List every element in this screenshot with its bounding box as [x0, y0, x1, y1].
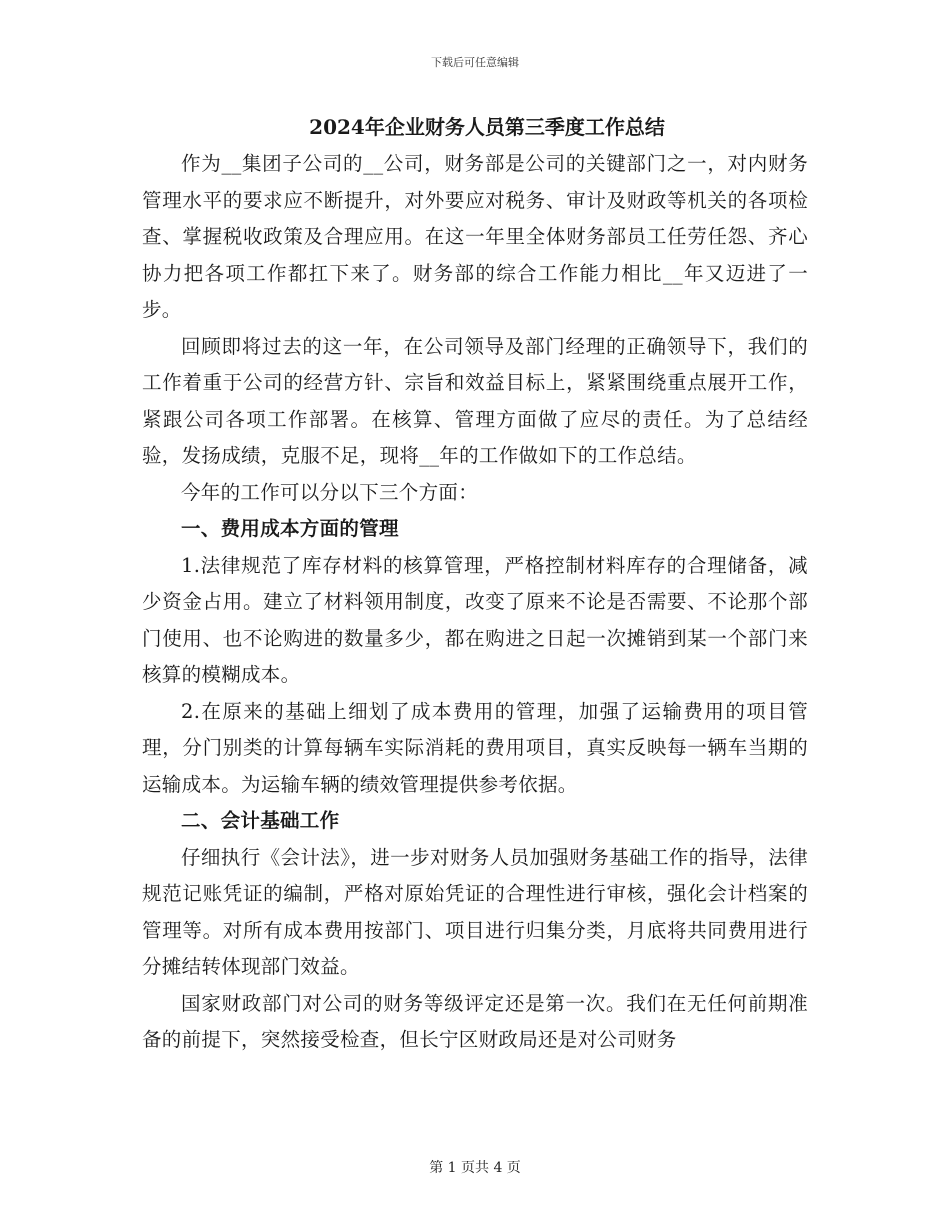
- intro-paragraph-3: 今年的工作可以分以下三个方面：: [181, 480, 479, 504]
- document-body: [142, 108, 808, 1059]
- section1-item-2: 2.在原来的基础上细划了成本费用的管理，加强了运输费用的项目管理，分门别类的计算每辆车实际消耗的费用项目，真实反映每一辆车当期的运输成本。为运输车辆的绩效管理提供参考依据。: [142, 699, 808, 796]
- section1-item-1: 1.法律规范了库存材料的核算管理，严格控制材料库存的合理储备，减少资金占用。建立了材料领用制度，改变了原来不论是否需要、不论那个部门使用、也不论购进的数量多少，都在购进之日起一次摊销到某一个部门来核算的模糊成本。: [142, 553, 808, 686]
- page-footer: 第 1 页共 4 页: [429, 1160, 521, 1176]
- section2-paragraph-1: 仔细执行《会计法》，进一步对财务人员加强财务基础工作的指导，法律规范记账凭证的编制，严格对原始凭证的合理性进行审核，强化会计档案的管理等。对所有成本费用按部门、项目进行归集分类，月底将共同费用进行分摊结转体现部门效益。: [142, 845, 808, 978]
- intro-paragraph-2: 回顾即将过去的这一年，在公司领导及部门经理的正确领导下，我们的工作着重于公司的经营方针、宗旨和效益目标上，紧紧围绕重点展开工作，紧跟公司各项工作部署。在核算、管理方面做了应尽的责任。为了总结经验，发扬成绩，克服不足，现将__年的工作做如下的工作总结。: [142, 334, 808, 467]
- document-title: 2024年企业财务人员第三季度工作总结: [309, 115, 665, 139]
- page-header: 下载后可任意编辑: [431, 56, 519, 69]
- section-heading-accounting-basics: 二、会计基础工作: [181, 809, 340, 832]
- section2-paragraph-2: 国家财政部门对公司的财务等级评定还是第一次。我们在无任何前期准备的前提下，突然接受检查，但长宁区财政局还是对公司财务: [142, 991, 808, 1051]
- section-heading-cost-management: 一、费用成本方面的管理: [181, 517, 399, 540]
- intro-paragraph-1: 作为__集团子公司的__公司，财务部是公司的关键部门之一，对内财务管理水平的要求应不断提升，对外要应对税务、审计及财政等机关的各项检查、掌握税收政策及合理应用。在这一年里全体财务部员工任劳任怨、齐心协力把各项工作都扛下来了。财务部的综合工作能力相比__年又迈进了一步。: [142, 152, 808, 321]
